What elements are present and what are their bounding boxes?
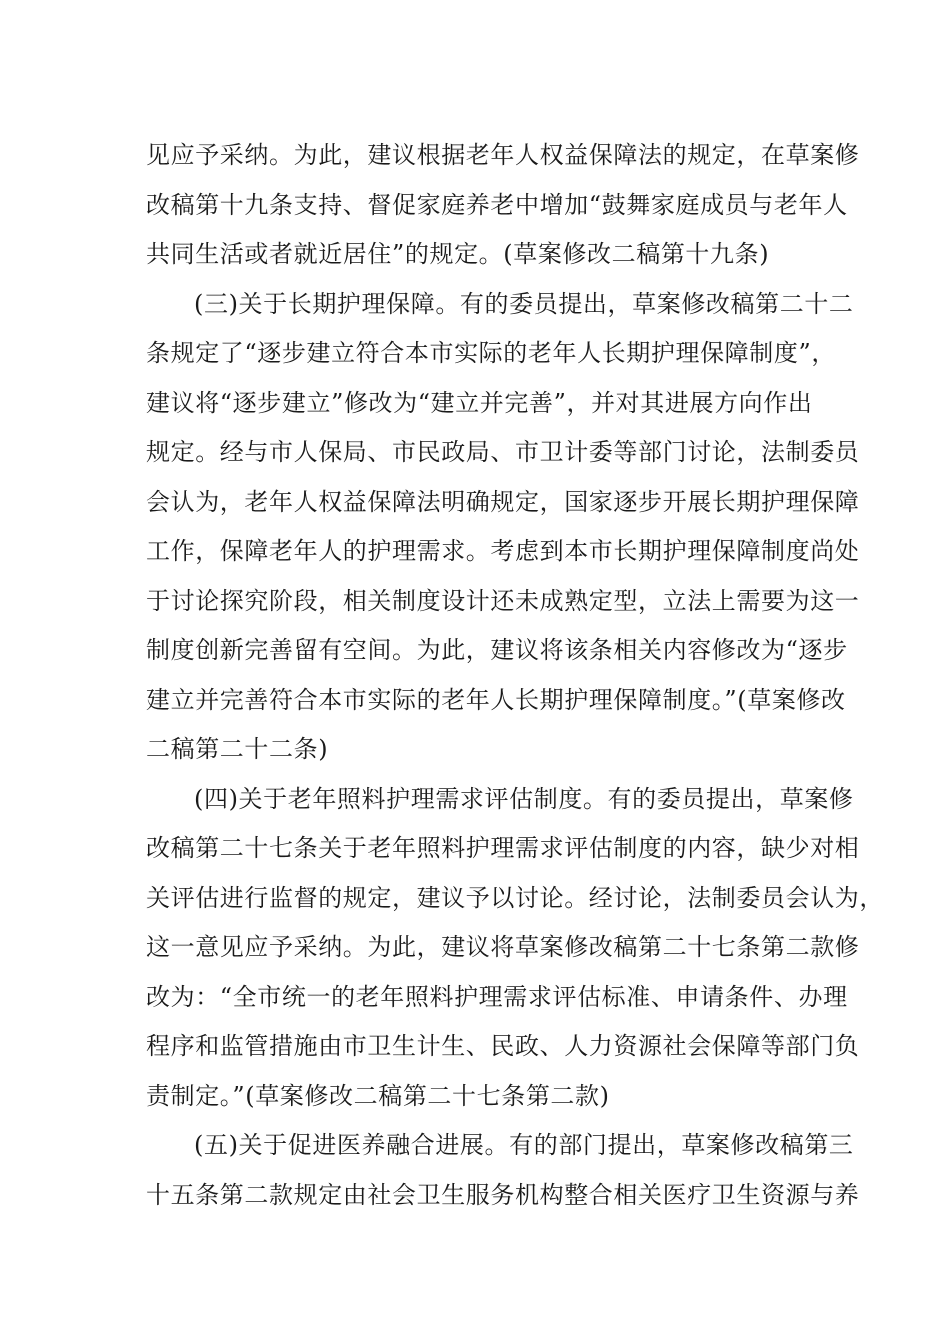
text-line: 关评估进行监督的规定，建议予以讨论。经讨论，法制委员会认为， xyxy=(146,883,884,912)
text-line: 这一意见应予采纳。为此，建议将草案修改稿第二十七条第二款修 xyxy=(146,933,860,961)
text-line: 条规定了“逐步建立符合本市实际的老年人长期护理保障制度”， xyxy=(146,339,836,367)
text-line: 改为：“全市统一的老年照料护理需求评估标准、申请条件、办理 xyxy=(146,982,848,1011)
text-line: 规定。经与市人保局、市民政局、市卫计委等部门讨论，法制委员 xyxy=(146,438,860,466)
text-line: 程序和监管措施由市卫生计生、民政、人力资源社会保障等部门负 xyxy=(146,1032,860,1060)
text-line: 十五条第二款规定由社会卫生服务机构整合相关医疗卫生资源与养 xyxy=(146,1180,860,1209)
text-line: 共同生活或者就近居住”的规定。(草案修改二稿第十九条) xyxy=(146,240,770,268)
text-line: 改稿第二十七条关于老年照料护理需求评估制度的内容，缺少对相 xyxy=(146,834,860,862)
paragraph-first-line: (五)关于促进医养融合进展。有的部门提出，草案修改稿第三 xyxy=(194,1131,854,1159)
text-line: 会认为，老年人权益保障法明确规定，国家逐步开展长期护理保障 xyxy=(146,487,860,516)
text-line: 见应予采纳。为此，建议根据老年人权益保障法的规定，在草案修 xyxy=(146,141,860,169)
text-line: 责制定。”(草案修改二稿第二十七条第二款) xyxy=(146,1081,610,1110)
paragraph-first-line: (三)关于长期护理保障。有的委员提出，草案修改稿第二十二 xyxy=(194,289,854,318)
text-line: 制度创新完善留有空间。为此，建议将该条相关内容修改为“逐步 xyxy=(146,636,848,664)
text-line: 建立并完善符合本市实际的老年人长期护理保障制度。”(草案修改 xyxy=(146,685,846,714)
text-line: 二稿第二十二条) xyxy=(146,735,329,763)
document-body xyxy=(146,131,884,1220)
text-line: 建议将“逐步建立”修改为“建立并完善”，并对其进展方向作出 xyxy=(146,388,813,417)
text-line: 于讨论探究阶段，相关制度设计还未成熟定型，立法上需要为这一 xyxy=(146,586,860,615)
text-line: 改稿第十九条支持、督促家庭养老中增加“鼓舞家庭成员与老年人 xyxy=(146,190,848,219)
text-line: 工作，保障老年人的护理需求。考虑到本市长期护理保障制度尚处 xyxy=(146,537,860,565)
paragraph-first-line: (四)关于老年照料护理需求评估制度。有的委员提出，草案修 xyxy=(194,784,854,813)
